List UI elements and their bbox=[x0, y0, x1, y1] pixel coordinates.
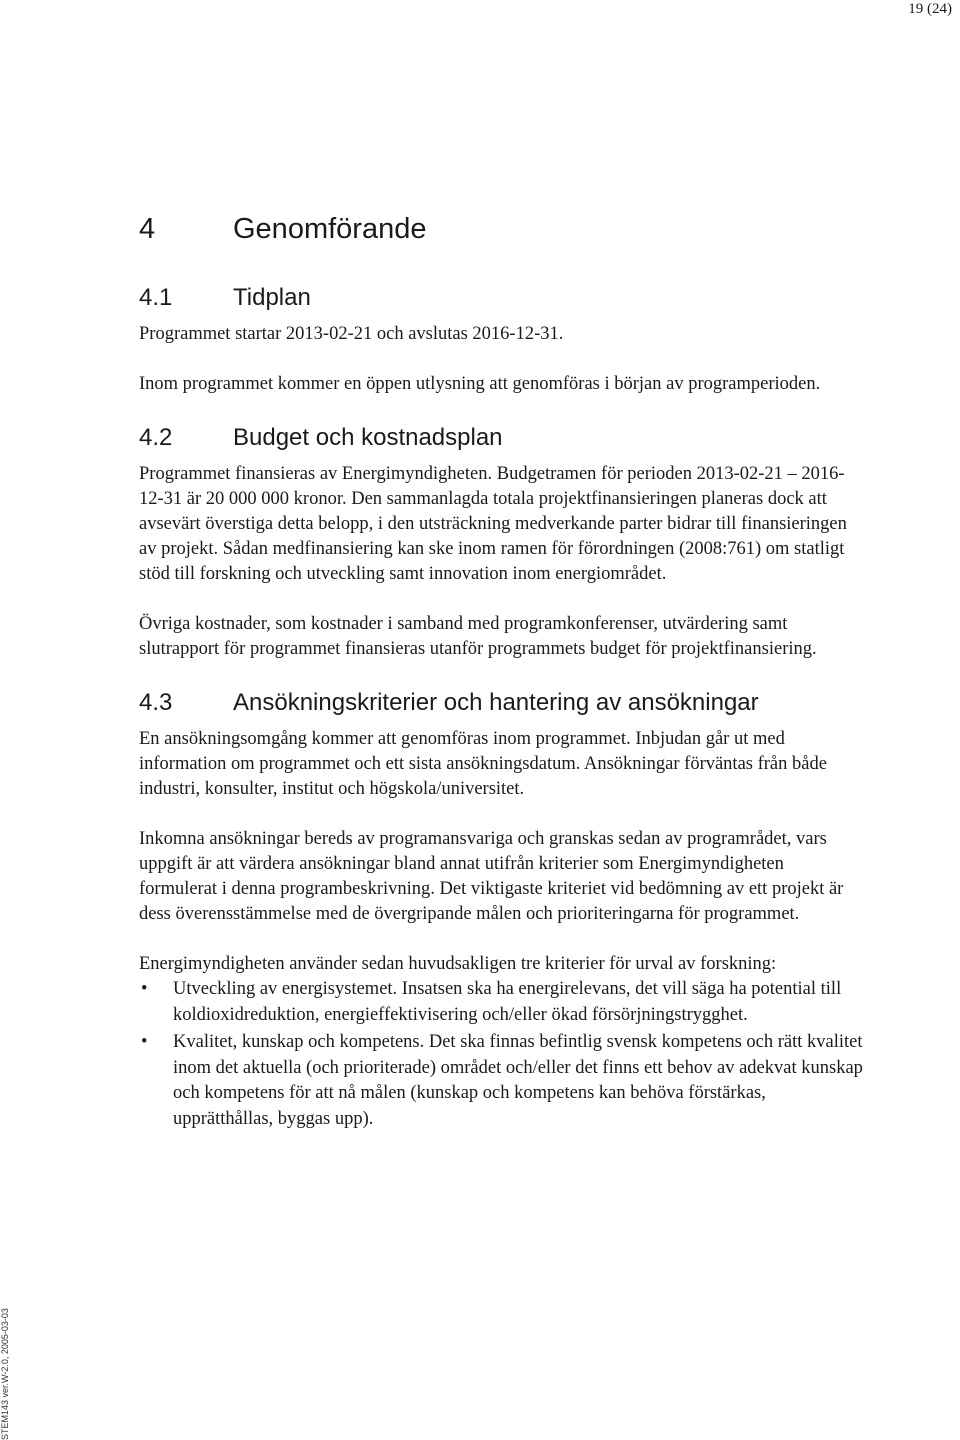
section-tidplan bbox=[139, 282, 864, 397]
section-number: 4.3 bbox=[139, 689, 173, 716]
section-heading bbox=[139, 422, 864, 454]
list-item: • Kvalitet, kunskap och kompetens. Det ska finnas befintlig svensk kompetens och rätt kvalitet inom det aktuella (och prioriterade) området och/eller det finns ett behov av adekvat kunskap och kompetens för att nå målen (kunskap och kompetens kan behöva förstärkas, upprätthållas, byggas upp). bbox=[139, 1030, 864, 1132]
section-number: 4.1 bbox=[139, 284, 173, 311]
document-body bbox=[139, 210, 864, 1134]
section-title: Ansökningskriterier och hantering av ansökningar bbox=[233, 689, 759, 716]
form-version-label: STEM143 ver.W-2.0, 2005-03-03 bbox=[0, 1308, 10, 1440]
section-criteria bbox=[139, 687, 864, 1132]
paragraph: Inom programmet kommer en öppen utlysning att genomföras i början av programperioden. bbox=[139, 374, 821, 394]
paragraph: Programmet startar 2013-02-21 och avslutas 2016-12-31. bbox=[139, 324, 564, 344]
paragraph: Övriga kostnader, som kostnader i samband med programkonferenser, utvärdering samt slutrapport för programmet finansieras utanför programmets budget för projektfinansiering. bbox=[139, 614, 817, 659]
section-number: 4.2 bbox=[139, 424, 173, 451]
section-title: Budget och kostnadsplan bbox=[233, 424, 503, 451]
chapter-number: 4 bbox=[139, 213, 156, 245]
section-title: Tidplan bbox=[233, 284, 311, 311]
paragraph: Inkomna ansökningar bereds av programansvariga och granskas sedan av programrådet, vars uppgift är att värdera ansökningar bland annat utifrån kriterier som Energimyndigheten formulerat i denna programbeskrivning. Det viktigaste kriteriet vid bedömning av ett projekt är dess överensstämmelse med de övergripande målen och prioriteringarna för programmet. bbox=[139, 829, 844, 924]
section-heading bbox=[139, 282, 864, 314]
paragraph: Programmet finansieras av Energimyndigheten. Budgetramen för perioden 2013-02-21 – 2016-12-31 är 20 000 000 kronor. Den sammanlagda totala projektfinansieringen planeras dock att avsevärt överstiga detta belopp, i den utsträckning medverkande parter bidrar till finansieringen av projekt. Sådan medfinansiering kan ske inom ramen för förordningen (2008:761) om statligt stöd till forskning och utveckling samt innovation inom energiområdet. bbox=[139, 464, 847, 584]
criteria-list bbox=[139, 977, 864, 1132]
paragraph: En ansökningsomgång kommer att genomföras inom programmet. Inbjudan går ut med information om programmet och ett sista ansökningsdatum. Ansökningar förväntas från både industri, konsulter, institut och högskola/universitet. bbox=[139, 729, 827, 799]
list-item: • Utveckling av energisystemet. Insatsen ska ha energirelevans, det vill säga ha potential till koldioxidreduktion, energieffektivisering och/eller ökad försörjningstrygghet. bbox=[139, 977, 864, 1028]
section-budget bbox=[139, 422, 864, 662]
page-number: 19 (24) bbox=[908, 1, 952, 17]
section-heading bbox=[139, 687, 864, 719]
paragraph: Energimyndigheten använder sedan huvudsakligen tre kriterier för urval av forskning: bbox=[139, 954, 777, 974]
chapter-heading bbox=[139, 210, 864, 248]
chapter-title: Genomförande bbox=[233, 213, 427, 245]
